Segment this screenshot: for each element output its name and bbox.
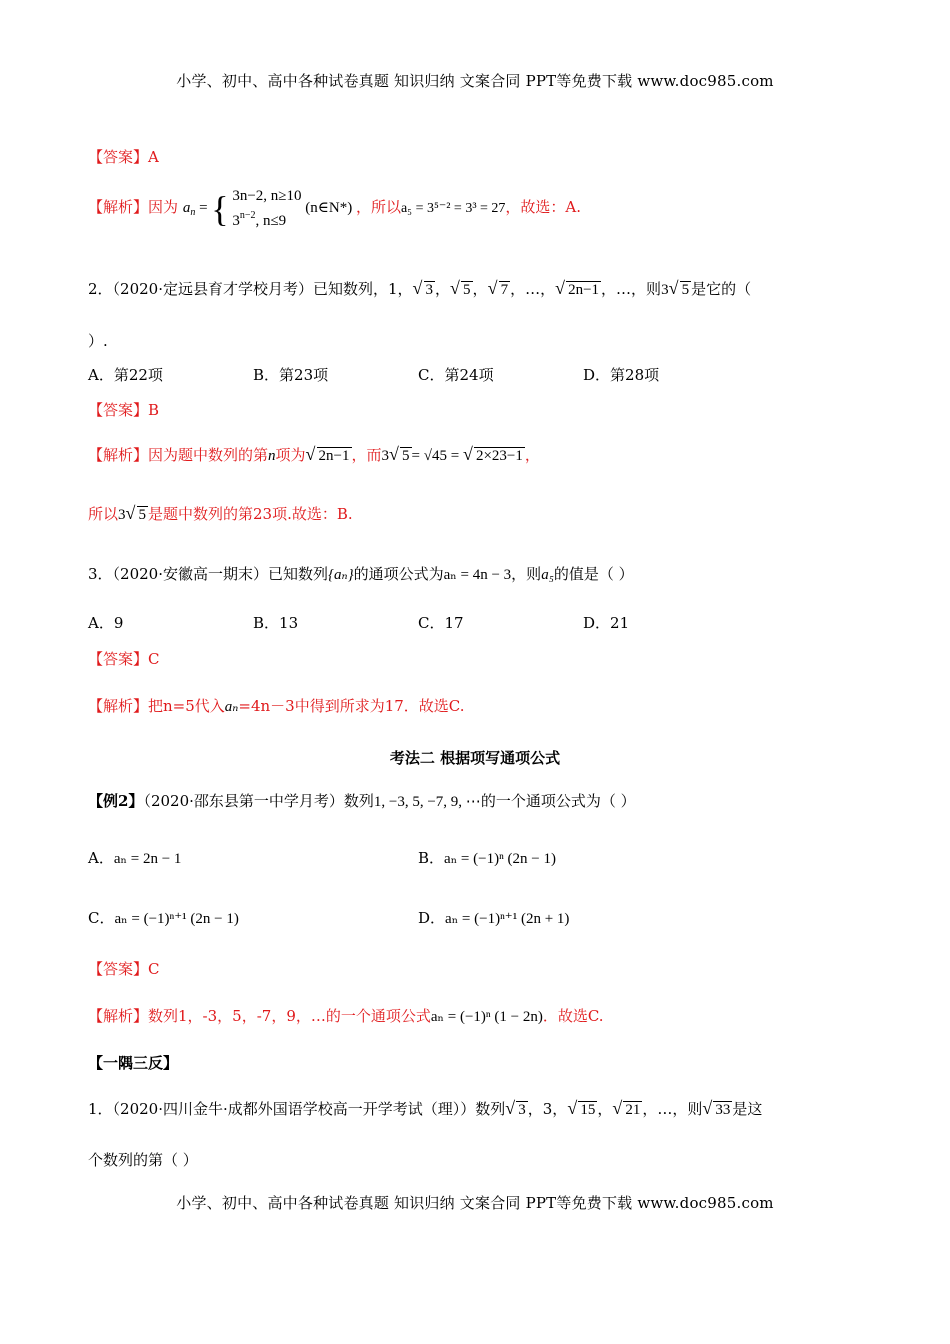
analysis-text-suffix: ，故选：A. [505, 197, 582, 216]
q3-option-b: B．13 [253, 614, 299, 632]
question-4-line2: 个数列的第（ ） [88, 1151, 198, 1169]
page-footer: 小学、初中、高中各种试卷真题 知识归纳 文案合同 PPT等免费下载 www.doc985.com [176, 1194, 774, 1212]
q2-term-4: √ 2n−1 [555, 278, 600, 298]
analysis-end: ， [524, 446, 540, 464]
analysis-rad-1: √ 2n−1 [305, 444, 350, 464]
answer-tag: 【答案】 [88, 148, 149, 166]
analysis-text-mid2: ，而 [351, 446, 382, 464]
question-4-stem [88, 1098, 880, 1119]
section-title: 考法二 根据项写通项公式 [389, 749, 561, 767]
q3-prefix: 3．（2020·安徽高一期末）已知数列 [88, 565, 328, 583]
piecewise-formula: $a_n$ = { 3n−2, n≥10 $3^{n-2}$, n≤9 (n∈N*) [182, 188, 353, 229]
q4-sep2: ， [597, 1100, 613, 1118]
q4-prefix: 1．（2020·四川金牛·成都外国语学校高一开学考试（理））数列 [88, 1100, 506, 1118]
page-header: 小学、初中、高中各种试卷真题 知识归纳 文案合同 PPT等免费下载 www.doc985.com [176, 72, 774, 90]
answer-line-1 [88, 146, 880, 167]
answer-line-3 [88, 648, 880, 669]
q2-target-coef: 3 [661, 282, 669, 298]
answer-value: B [148, 401, 160, 419]
q2-suffix: 是它的（ [691, 280, 752, 298]
analysis-an: aₙ [224, 699, 239, 715]
analysis-text: 所以 [88, 505, 119, 523]
analysis-tag: 【解析】 [88, 697, 149, 715]
q3-formula: aₙ = 4n − 3 [443, 567, 512, 583]
q2-mid: ，…，则 [601, 280, 662, 298]
piece-case-1: 3n−2, n≥10 [232, 188, 302, 204]
q4-term-3: √ 21 [612, 1098, 641, 1118]
q3-option-c: C．17 [418, 614, 464, 632]
piece-case-2-cond: , n≤9 [255, 213, 287, 229]
answer-value: C [148, 960, 160, 978]
ex2-suffix: 的一个通项公式为（ ） [480, 792, 636, 810]
analysis-rad-2: √ 2×23−1 [462, 444, 523, 464]
example-2-stem [88, 790, 880, 811]
q3-option-a: A．9 [88, 614, 124, 632]
analysis-rad-5: √ 5 [125, 503, 147, 523]
q3-mid2: ，则 [511, 565, 542, 583]
ex2-option-b: B．aₙ = (−1)ⁿ (2n − 1) [418, 849, 557, 867]
analysis-formula: aₙ = (−1)ⁿ (1 − 2n) [430, 1009, 543, 1025]
analysis-line-4 [88, 1005, 880, 1026]
q4-term-2: √ 15 [567, 1098, 596, 1118]
analysis-rad-5: √ 5 [389, 444, 410, 464]
ex2-option-d: D．aₙ = (−1)ⁿ⁺¹ (2n + 1) [418, 909, 570, 927]
q2-term-2: √ 5 [450, 278, 471, 298]
analysis-text: 数列1，-3，5，-7，9，…的一个通项公式 [148, 1007, 431, 1025]
calc-formula: a₅ = 3⁵⁻² = 3³ = 27 [400, 200, 506, 216]
q2-term-3: √ 7 [487, 278, 509, 298]
q4-sep1: ，3， [527, 1100, 568, 1118]
answer-line-4 [88, 958, 880, 979]
answer-tag: 【答案】 [88, 401, 149, 419]
question-2-end: ）. [88, 332, 108, 350]
question-3-stem [88, 563, 880, 584]
q3-option-d: D．21 [583, 614, 630, 632]
q2-term-1: √ 3 [412, 278, 434, 298]
analysis-text: 因为题中数列的第 [148, 446, 269, 464]
q3-suffix: 的值是（ ） [553, 565, 634, 583]
analysis-tag: 【解析】 [88, 197, 149, 216]
q2-option-a: A．第22项 [88, 366, 163, 384]
q2-option-d: D．第28项 [583, 366, 660, 384]
analysis-tag: 【解析】 [88, 1007, 149, 1025]
q2-prefix: 2．（2020·定远县育才学校月考）已知数列，1， [88, 280, 413, 298]
analysis-text: 因为 [148, 197, 179, 216]
analysis-text-suffix: ．故选C. [542, 1007, 604, 1025]
ex2-option-a: A．aₙ = 2n − 1 [88, 849, 182, 867]
analysis-eq: = √45 = [411, 448, 463, 464]
q3-a5: a₅ [541, 567, 554, 583]
analysis-text-suffix: 是题中数列的第23项.故选：B. [148, 505, 353, 523]
q2-option-b: B．第23项 [253, 366, 329, 384]
ex2-sequence: 1, −3, 5, −7, 9, ⋯ [373, 794, 481, 810]
q2-ellipsis: ，…， [510, 280, 556, 298]
analysis-n: n [268, 448, 276, 464]
analysis-coef: 3 [381, 448, 390, 464]
q4-suffix: 是这 [732, 1100, 763, 1118]
analysis-line-2 [88, 444, 880, 465]
analysis-coef: 3 [118, 507, 126, 523]
q3-seq: {aₙ} [328, 567, 354, 583]
q2-option-c: C．第24项 [418, 366, 494, 384]
ex2-option-c: C．aₙ = (−1)ⁿ⁺¹ (2n − 1) [88, 909, 239, 927]
analysis-text-suffix: =4n－3中得到所求为17．故选C. [238, 697, 465, 715]
piece-case-2-exp: n−2 [239, 210, 256, 221]
answer-value: A [148, 148, 159, 166]
analysis-text-mid1: 项为 [275, 446, 306, 464]
answer-line-2 [88, 399, 880, 420]
section-heading-practice: 【一隅三反】 [88, 1054, 179, 1072]
domain-formula: (n∈N*) [305, 199, 353, 216]
answer-value: C [148, 650, 160, 668]
q3-mid: 的通项公式为 [353, 565, 444, 583]
q2-target-rad: √ 5 [668, 278, 690, 298]
analysis-text-mid: ，所以 [355, 197, 401, 216]
analysis-line-1 [88, 186, 880, 231]
analysis-tag: 【解析】 [88, 446, 149, 464]
answer-tag: 【答案】 [88, 650, 149, 668]
q4-sep3: ，…，则 [642, 1100, 703, 1118]
analysis-text: 把n=5代入 [148, 697, 225, 715]
example-tag: 【例2】 [88, 792, 144, 810]
q4-term-4: √ 33 [702, 1098, 731, 1118]
answer-tag: 【答案】 [88, 960, 149, 978]
ex2-prefix: （2020·邵东县第一中学月考）数列 [143, 792, 374, 810]
analysis-line-3 [88, 695, 880, 716]
question-2-stem: 2．（2020·定远县育才学校月考）已知数列，1， √ 3 ， √ 5 ， √ 7 ，…， √ 2n−1 ，…，则3 √ 5 是它的（ [88, 278, 752, 298]
analysis-line-2b [88, 503, 880, 524]
q4-term-1: √ 3 [505, 1098, 526, 1118]
